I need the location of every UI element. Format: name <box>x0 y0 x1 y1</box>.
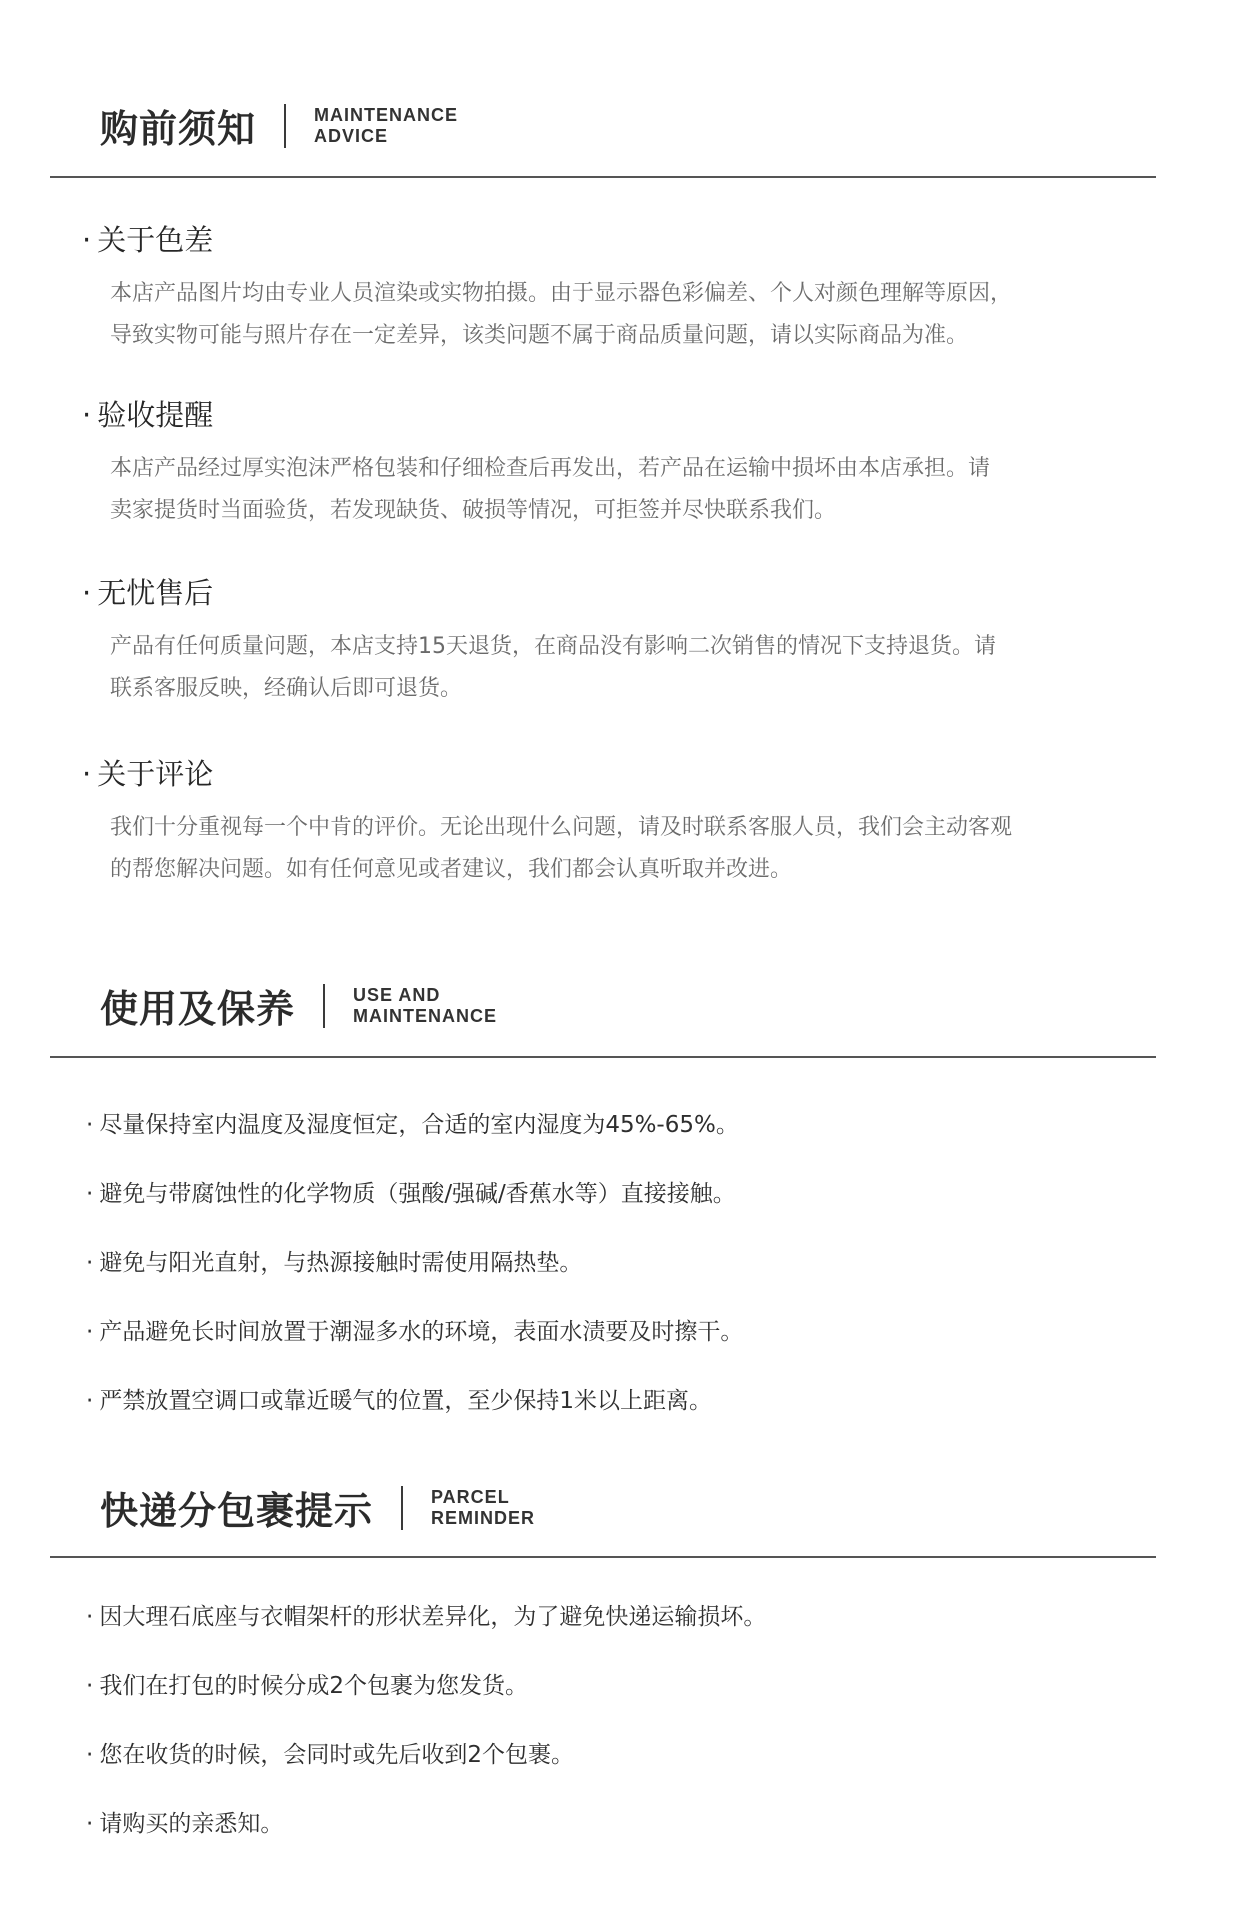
title-divider <box>323 984 325 1028</box>
notice-item-after-sales <box>82 571 1142 710</box>
notice-item-reviews <box>82 752 1142 891</box>
notice-item-inspection <box>82 393 1142 532</box>
parcel-section-header <box>100 1480 535 1535</box>
parcel-bullet: · 我们在打包的时候分成2个包裹为您发货。 <box>86 1673 528 1699</box>
item-body: 产品有任何质量问题，本店支持15天退货，在商品没有影响二次销售的情况下支持退货。请 联系客服反映，经确认后即可退货。 <box>110 634 996 701</box>
notice-item-color-difference <box>82 218 1142 357</box>
item-heading: 验收提醒 <box>97 398 214 432</box>
usage-title: 使用及保养 <box>100 987 296 1031</box>
section-rule <box>50 1556 1156 1558</box>
title-divider <box>284 104 286 148</box>
usage-bullet: · 严禁放置空调口或靠近暖气的位置，至少保持1米以上距离。 <box>86 1388 712 1414</box>
notice-title-en: MAINTENANCE ADVICE <box>314 104 459 146</box>
bullet-dot: · <box>86 1673 94 1699</box>
bullet-dot: · <box>86 1112 94 1138</box>
usage-bullet: · 避免与带腐蚀性的化学物质（强酸/强碱/香蕉水等）直接接触。 <box>86 1181 736 1207</box>
item-body: 本店产品经过厚实泡沫严格包装和仔细检查后再发出，若产品在运输中损坏由本店承担。请 卖家提货时当面验货，若发现缺货、破损等情况，可拒签并尽快联系我们。 <box>110 456 991 523</box>
bullet-dot: · <box>82 576 92 610</box>
section-rule <box>50 176 1156 178</box>
bullet-dot: · <box>86 1388 94 1414</box>
bullet-dot: · <box>86 1742 94 1768</box>
bullet-dot: · <box>86 1604 94 1630</box>
bullet-dot: · <box>82 757 92 791</box>
parcel-bullet: · 因大理石底座与衣帽架杆的形状差异化，为了避免快递运输损坏。 <box>86 1604 767 1630</box>
item-heading: 关于评论 <box>97 757 214 791</box>
usage-bullet: · 产品避免长时间放置于潮湿多水的环境，表面水渍要及时擦干。 <box>86 1319 744 1345</box>
title-divider <box>401 1486 403 1530</box>
notice-title: 购前须知 <box>100 107 257 151</box>
parcel-bullet: · 请购买的亲悉知。 <box>86 1811 284 1837</box>
usage-bullet: · 避免与阳光直射，与热源接触时需使用隔热垫。 <box>86 1250 583 1276</box>
parcel-title-en: PARCEL REMINDER <box>431 1486 536 1528</box>
item-body: 本店产品图片均由专业人员渲染或实物拍摄。由于显示器色彩偏差、个人对颜色理解等原因， 导致实物可能与照片存在一定差异，该类问题不属于商品质量问题，请以实际商品为准。 <box>110 281 1013 348</box>
item-body: 我们十分重视每一个中肯的评价。无论出现什么问题，请及时联系客服人员，我们会主动客观 的帮您解决问题。如有任何意见或者建议，我们都会认真听取并改进。 <box>110 815 1013 882</box>
usage-section-header <box>100 978 497 1033</box>
usage-title-en: USE AND MAINTENANCE <box>353 984 498 1026</box>
bullet-dot: · <box>82 398 92 432</box>
bullet-dot: · <box>86 1250 94 1276</box>
parcel-title: 快递分包裹提示 <box>100 1489 374 1533</box>
bullet-dot: · <box>86 1319 94 1345</box>
bullet-dot: · <box>82 223 92 257</box>
bullet-dot: · <box>86 1181 94 1207</box>
bullet-dot: · <box>86 1811 94 1837</box>
notice-section-header <box>100 98 458 153</box>
parcel-bullet: · 您在收货的时候，会同时或先后收到2个包裹。 <box>86 1742 574 1768</box>
section-rule <box>50 1056 1156 1058</box>
item-heading: 无忧售后 <box>97 576 214 610</box>
usage-bullet: · 尽量保持室内温度及湿度恒定，合适的室内湿度为45%-65%。 <box>86 1112 739 1138</box>
item-heading: 关于色差 <box>97 223 214 257</box>
